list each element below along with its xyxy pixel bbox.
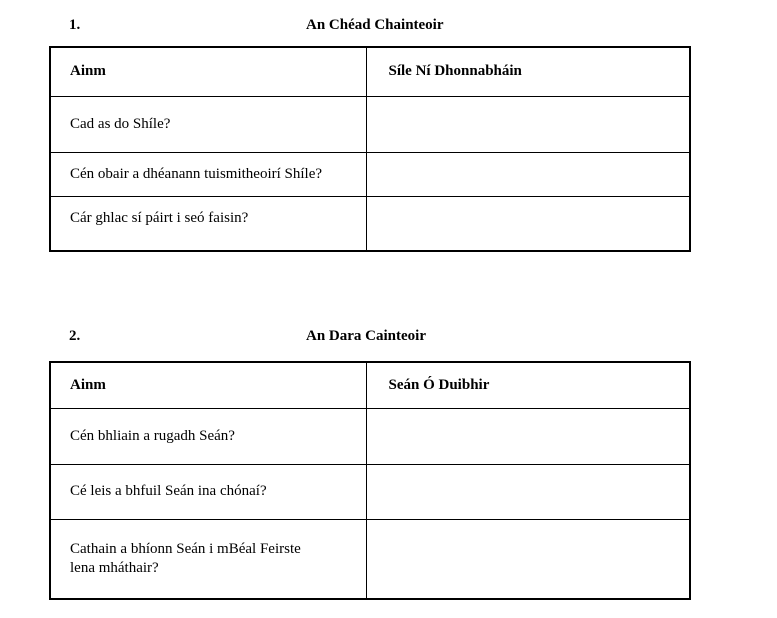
name-label-cell: Ainm (50, 362, 366, 408)
table-header-row (50, 362, 690, 408)
table-row (50, 152, 690, 196)
answer-cell[interactable] (366, 408, 690, 464)
section-number: 2. (69, 328, 81, 344)
section-title: An Dara Cainteoir (306, 328, 426, 344)
question-table (49, 361, 691, 600)
section-number: 1. (69, 17, 81, 33)
question-cell: Cé leis a bhfuil Seán ina chónaí? (50, 464, 366, 519)
table-row (50, 96, 690, 152)
table-row (50, 196, 690, 251)
answer-cell[interactable] (366, 519, 690, 599)
question-cell: Cad as do Shíle? (50, 96, 366, 152)
answer-cell[interactable] (366, 464, 690, 519)
table-row (50, 464, 690, 519)
table-row (50, 408, 690, 464)
question-cell: Cén obair a dhéanann tuismitheoirí Shíle? (50, 152, 366, 196)
name-label-cell: Ainm (50, 47, 366, 96)
question-cell: Cár ghlac sí páirt i seó faisin? (50, 196, 366, 251)
question-cell: Cathain a bhíonn Seán i mBéal Feirste lena mháthair? (50, 519, 366, 599)
section-title: An Chéad Chainteoir (306, 17, 444, 33)
answer-cell[interactable] (366, 96, 690, 152)
table-row (50, 519, 690, 599)
table-header-row (50, 47, 690, 96)
speaker-name-cell: Síle Ní Dhonnabháin (366, 47, 690, 96)
speaker-name-cell: Seán Ó Duibhir (366, 362, 690, 408)
question-cell: Cén bhliain a rugadh Seán? (50, 408, 366, 464)
answer-cell[interactable] (366, 196, 690, 251)
answer-cell[interactable] (366, 152, 690, 196)
question-table (49, 46, 691, 252)
